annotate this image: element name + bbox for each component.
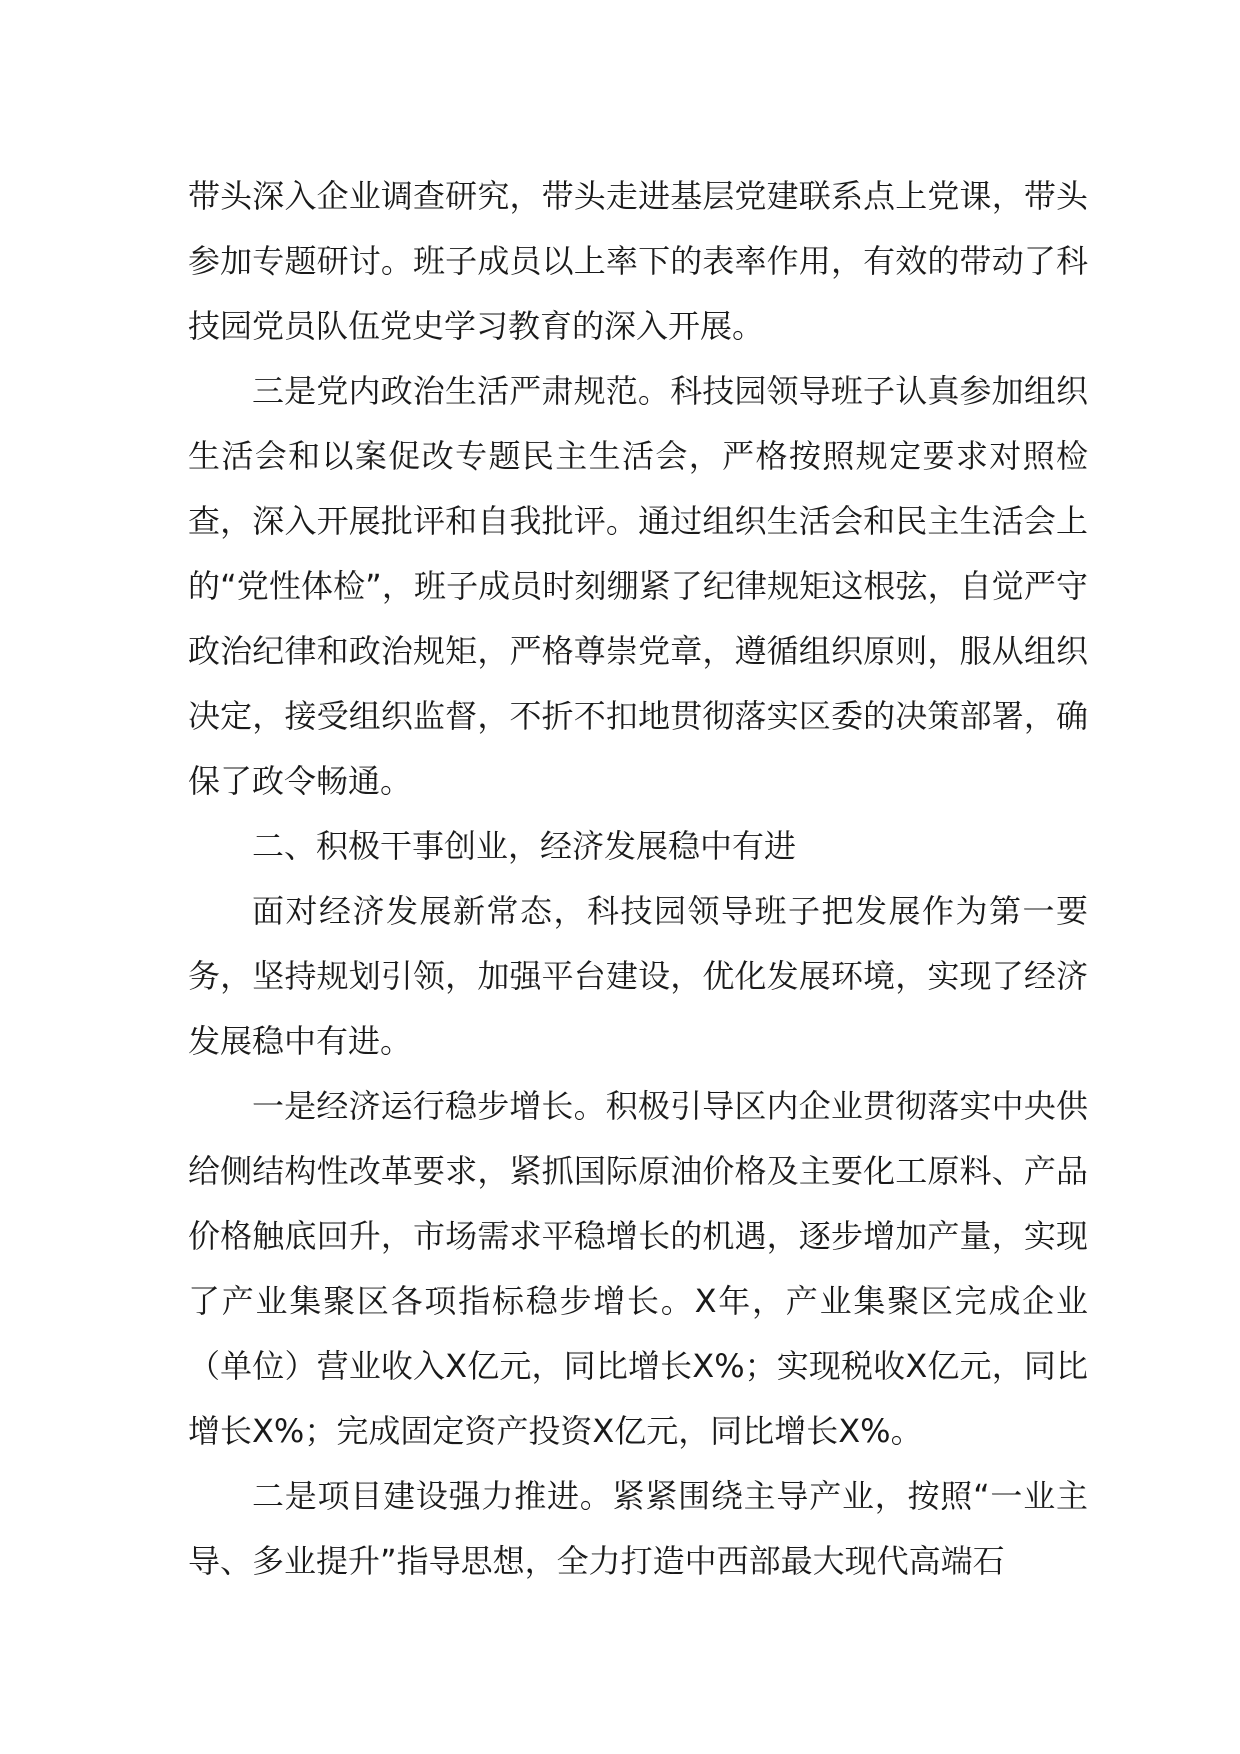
section-heading-economy: 二、积极干事创业，经济发展稳中有进	[252, 827, 797, 865]
document-body	[188, 164, 1088, 1594]
paragraph-political-life: 三是党内政治生活严肃规范。科技园领导班子认真参加组织生活会和以案促改专题民主生活会，严格按照规定要求对照检查，深入开展批评和自我批评。通过组织生活会和民主生活会上的“党性体检”，班子成员时刻绷紧了纪律规矩这根弦，自觉严守政治纪律和政治规矩，严格尊崇党章，遵循组织原则，服从组织决定，接受组织监督，不折不扣地贯彻落实区委的决策部署，确保了政令畅通。	[188, 372, 1088, 800]
paragraph-economic-growth: 一是经济运行稳步增长。积极引导区内企业贯彻落实中央供给侧结构性改革要求，紧抓国际原油价格及主要化工原料、产品价格触底回升，市场需求平稳增长的机遇，逐步增加产量，实现了产业集聚区各项指标稳步增长。X年，产业集聚区完成企业（单位）营业收入X亿元，同比增长X%；实现税收X亿元，同比增长X%；完成固定资产投资X亿元，同比增长X%。	[188, 1087, 1088, 1450]
paragraph-project-construction: 二是项目建设强力推进。紧紧围绕主导产业，按照“一业主导、多业提升”指导思想，全力打造中西部最大现代高端石	[188, 1477, 1088, 1580]
paragraph-continuation: 带头深入企业调查研究，带头走进基层党建联系点上党课，带头参加专题研讨。班子成员以上率下的表率作用，有效的带动了科技园党员队伍党史学习教育的深入开展。	[188, 177, 1088, 345]
paragraph-economy-intro: 面对经济发展新常态，科技园领导班子把发展作为第一要务，坚持规划引领，加强平台建设，优化发展环境，实现了经济发展稳中有进。	[188, 892, 1088, 1060]
